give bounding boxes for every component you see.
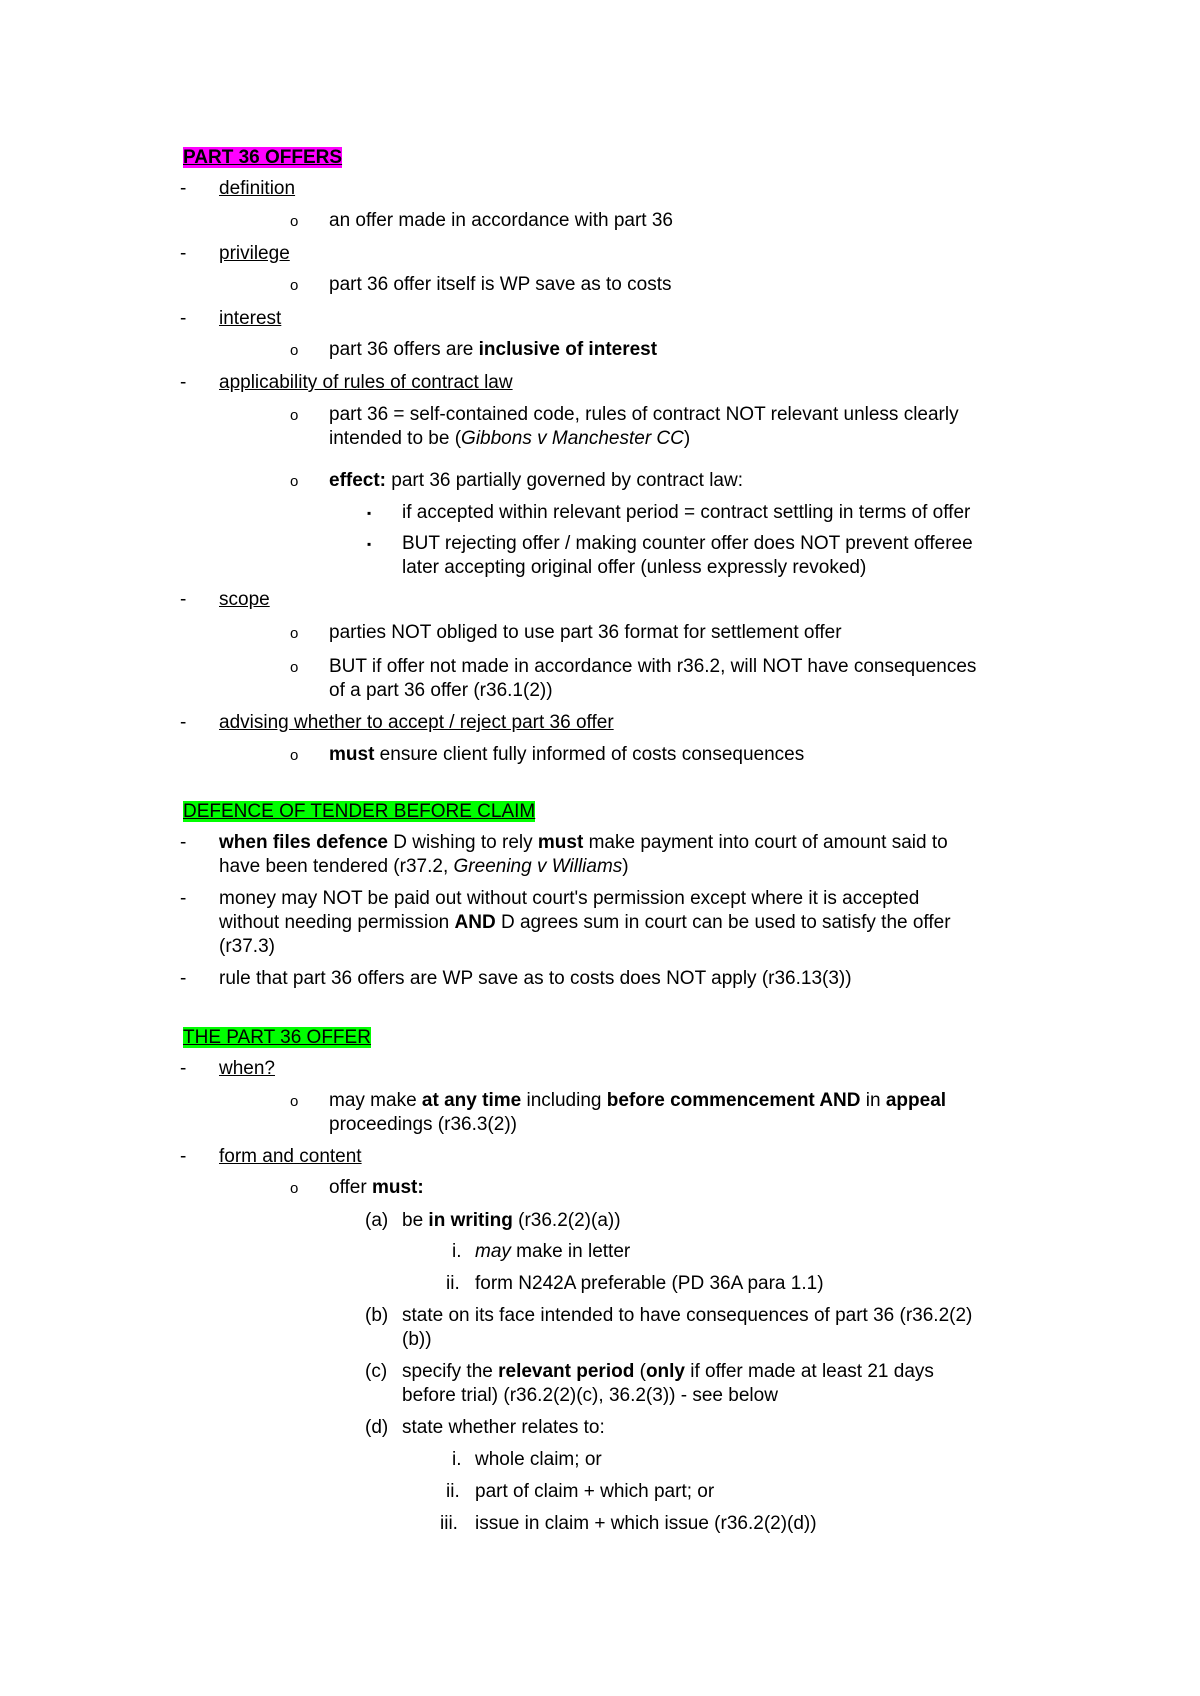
dash-bullet: - — [180, 243, 187, 264]
dash-bullet: - — [180, 1058, 187, 1079]
list-label: (d) — [365, 1417, 389, 1438]
text-run: part 36 offers are — [329, 339, 479, 360]
text-run: part 36 partially governed by contract law: — [386, 470, 743, 491]
subitem-definition: an offer made in accordance with part 36 — [329, 210, 673, 231]
item-interest: interest — [219, 308, 282, 329]
subsubitem-rejecting-line2: later accepting original offer (unless expressly revoked) — [402, 557, 867, 578]
bold-run: effect: — [329, 470, 387, 491]
square-bullet: ▪ — [367, 537, 372, 551]
bold-run: at any time — [421, 1090, 522, 1111]
text-run: be — [402, 1210, 429, 1231]
list-label: ii. — [446, 1273, 460, 1294]
italic-run: may — [475, 1241, 511, 1262]
requirement-b-line1: state on its face intended to have consequences of part 36 (r36.2(2) — [402, 1305, 973, 1326]
text-run: offer — [329, 1177, 372, 1198]
item-wp-rule: rule that part 36 offers are WP save as to costs does NOT apply (r36.13(3)) — [219, 968, 852, 989]
item-applicability: applicability of rules of contract law — [219, 372, 513, 393]
requirement-d-ii: part of claim + which part; or — [475, 1481, 715, 1502]
requirement-a-i — [475, 1240, 630, 1263]
text-run: have been tendered (r37.2, — [219, 856, 454, 877]
text-run: make in letter — [510, 1241, 631, 1262]
item-advising: advising whether to accept / reject part 36 offer — [219, 712, 614, 733]
circle-bullet: o — [290, 1180, 299, 1197]
list-label: (b) — [365, 1305, 389, 1326]
dash-bullet: - — [180, 712, 187, 733]
subitem-advising — [329, 743, 804, 766]
section-heading-defence-of-tender — [183, 800, 535, 823]
case-name: Greening v Williams — [453, 856, 623, 877]
text-run: D agrees sum in court can be used to satisfy the offer — [495, 912, 951, 933]
dash-bullet: - — [180, 1146, 187, 1167]
item-privilege: privilege — [219, 243, 290, 264]
case-name: Gibbons v Manchester CC — [461, 428, 684, 449]
subitem-privilege: part 36 offer itself is WP save as to costs — [329, 274, 672, 295]
item-money-line1: money may NOT be paid out without court's permission except where it is accepted — [219, 888, 920, 909]
bold-run: must — [537, 832, 584, 853]
circle-bullet: o — [290, 407, 299, 424]
dash-bullet: - — [180, 308, 187, 329]
text-run: ) — [683, 428, 691, 449]
circle-bullet: o — [290, 473, 299, 490]
subitem-interest — [329, 338, 657, 361]
subitem-effect — [329, 469, 743, 492]
list-label: iii. — [440, 1513, 458, 1534]
circle-bullet: o — [290, 747, 299, 764]
item-when-files-defence-line2 — [219, 855, 629, 878]
text-run: without needing permission — [219, 912, 455, 933]
bold-run: appeal — [885, 1090, 947, 1111]
list-label: i. — [452, 1241, 462, 1262]
item-money-line2 — [219, 911, 951, 934]
subsubitem-rejecting-line1: BUT rejecting offer / making counter offer does NOT prevent offeree — [402, 533, 973, 554]
circle-bullet: o — [290, 213, 299, 230]
item-form-and-content: form and content — [219, 1146, 362, 1167]
text-run: ) — [622, 856, 629, 877]
circle-bullet: o — [290, 277, 299, 294]
heading-text: PART 36 OFFERS — [183, 147, 343, 168]
subsubitem-accepted: if accepted within relevant period = contract settling in terms of offer — [402, 502, 971, 523]
dash-bullet: - — [180, 372, 187, 393]
bold-run: inclusive of interest — [478, 339, 658, 360]
item-when: when? — [219, 1058, 275, 1079]
bold-run: before commencement AND — [606, 1090, 861, 1111]
text-run: ( — [634, 1361, 646, 1382]
text-run: if offer made at least 21 days — [685, 1361, 934, 1382]
square-bullet: ▪ — [367, 506, 372, 520]
requirement-d-iii: issue in claim + which issue (r36.2(2)(d)) — [475, 1513, 817, 1534]
dash-bullet: - — [180, 589, 187, 610]
text-run: make payment into court of amount said to — [583, 832, 948, 853]
dash-bullet: - — [180, 178, 187, 199]
text-run: may make — [329, 1090, 422, 1111]
text-run: (r36.2(2)(a)) — [512, 1210, 621, 1231]
circle-bullet: o — [290, 625, 299, 642]
bold-run: when files defence — [219, 832, 388, 853]
list-label: ii. — [446, 1481, 460, 1502]
subitem-applicability-line1: part 36 = self-contained code, rules of contract NOT relevant unless clearly — [329, 404, 959, 425]
subitem-when-line1 — [329, 1089, 946, 1112]
subitem-when-line2: proceedings (r36.3(2)) — [329, 1114, 517, 1135]
item-scope: scope — [219, 589, 270, 610]
section-heading-part36-offers — [183, 146, 342, 169]
subitem-scope-2-line1: BUT if offer not made in accordance with r36.2, will NOT have consequences — [329, 656, 977, 677]
section-heading-the-part36-offer — [183, 1026, 371, 1049]
list-label: i. — [452, 1449, 462, 1470]
text-run: D wishing to rely — [387, 832, 538, 853]
requirement-a-ii: form N242A preferable (PD 36A para 1.1) — [475, 1273, 824, 1294]
requirement-a — [402, 1209, 621, 1232]
bold-run: relevant period — [498, 1361, 635, 1382]
item-when-files-defence-line1 — [219, 831, 948, 854]
item-definition: definition — [219, 178, 296, 199]
subitem-scope-1: parties NOT obliged to use part 36 format for settlement offer — [329, 622, 842, 643]
list-label: (c) — [365, 1361, 388, 1382]
bold-run: in writing — [428, 1210, 513, 1231]
circle-bullet: o — [290, 659, 299, 676]
dash-bullet: - — [180, 832, 187, 853]
text-run: ensure client fully informed of costs consequences — [374, 744, 805, 765]
list-label: (a) — [365, 1210, 389, 1231]
text-run: including — [521, 1090, 607, 1111]
subitem-applicability-line2 — [329, 427, 690, 450]
subitem-scope-2-line2: of a part 36 offer (r36.1(2)) — [329, 680, 553, 701]
requirement-d-i: whole claim; or — [475, 1449, 602, 1470]
text-run: specify the — [402, 1361, 499, 1382]
item-money-line3: (r37.3) — [219, 936, 275, 957]
circle-bullet: o — [290, 1093, 299, 1110]
requirement-d: state whether relates to: — [402, 1417, 605, 1438]
bold-run: only — [645, 1361, 685, 1382]
dash-bullet: - — [180, 968, 187, 989]
heading-text: THE PART 36 OFFER — [183, 1027, 371, 1048]
text-run: in — [860, 1090, 886, 1111]
dash-bullet: - — [180, 888, 187, 909]
requirement-c-line2: before trial) (r36.2(2)(c), 36.2(3)) - see below — [402, 1385, 778, 1406]
bold-run: must: — [371, 1177, 424, 1198]
subitem-offer-must — [329, 1176, 424, 1199]
text-run: intended to be ( — [329, 428, 462, 449]
requirement-c-line1 — [402, 1360, 934, 1383]
requirement-b-line2: (b)) — [402, 1329, 432, 1350]
circle-bullet: o — [290, 342, 299, 359]
bold-run: AND — [454, 912, 496, 933]
heading-text: DEFENCE OF TENDER BEFORE CLAIM — [183, 801, 536, 822]
bold-run: must — [329, 744, 375, 765]
